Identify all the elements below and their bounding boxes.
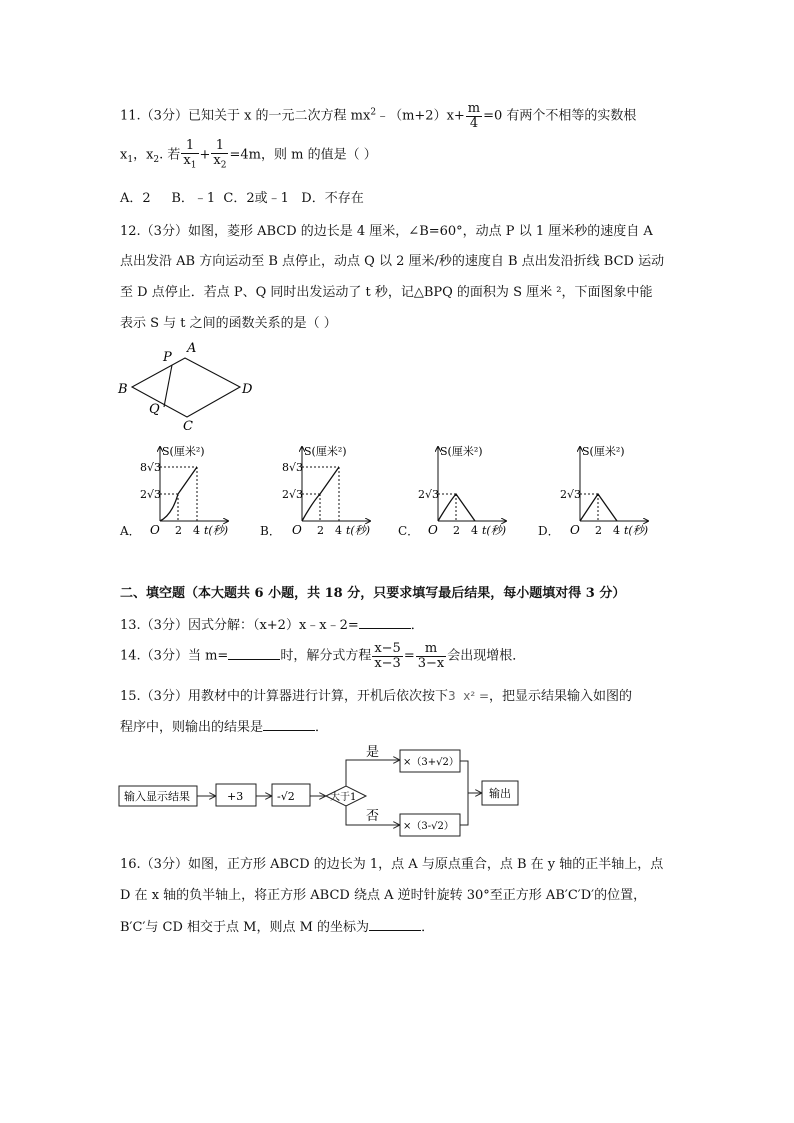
x-axis-label: t(秒) [624, 524, 649, 537]
frac-den-x: x [183, 152, 191, 168]
x-axis-label: t(秒) [482, 524, 507, 537]
q15-end: ． [315, 720, 329, 735]
y-low-label: 2√3 [140, 488, 162, 501]
q14-text-post: 会出现增根． [447, 648, 526, 664]
flow-decision-label: 大于1 [330, 792, 357, 803]
graph-a [140, 445, 260, 537]
y-axis-label: S(厘米²) [582, 445, 625, 458]
tick-4: 4 [613, 524, 620, 537]
q13-line [120, 614, 424, 633]
q16-line1: 16.（3分）如图，正方形 ABCD 的边长为 1，点 A 与原点重合，点 B 在 y 轴的正半轴上，点 [120, 857, 664, 872]
label-q: Q [149, 402, 160, 417]
q11-line1 [120, 102, 636, 130]
q14-text-mid: 时，解分式方程 [280, 648, 372, 664]
y-axis-label: S(厘米²) [440, 445, 483, 458]
graph-d-container [560, 445, 680, 541]
frac-den-sub: 2 [220, 160, 227, 171]
tick-2: 2 [175, 524, 182, 537]
q16-line3 [120, 916, 434, 935]
q15-text-line2: 程序中，则输出的结果是 [120, 720, 264, 735]
frac-denominator: 3−x [417, 655, 445, 671]
flow-arrow-yes [346, 760, 399, 786]
q11-sub2: 2 [153, 154, 160, 165]
option-a-label: A． [120, 524, 141, 538]
q15-text-pre: 15.（3分）用教材中的计算器进行计算，开机后依次按下 [120, 689, 448, 704]
flow-mul-no-label: ×（3-√2） [403, 821, 454, 832]
q11-sup: 2 [370, 107, 377, 118]
frac-denominator [181, 154, 198, 171]
q11-fraction-m-over-4 [466, 102, 482, 130]
origin-label: O [428, 523, 438, 537]
frac-numerator: m [416, 642, 447, 657]
q13-end: ． [410, 618, 424, 633]
option-c-label: C． [398, 524, 420, 538]
q11-options: A．2 B．﹣1 C．2或﹣1 D．不存在 [120, 191, 364, 206]
rhombus-figure [115, 338, 265, 430]
calculator-keys: 3 x² = [447, 689, 489, 703]
flow-yes-label: 是 [366, 745, 380, 760]
tick-4: 4 [471, 524, 478, 537]
graph-b [282, 445, 402, 537]
q16-end: ． [421, 920, 435, 935]
q16-text-line3: B′C′与 CD 相交于点 M，则点 M 的坐标为 [120, 920, 370, 935]
q15-answer-blank[interactable] [263, 718, 315, 731]
y-low-label: 2√3 [282, 488, 304, 501]
q15-line2 [120, 716, 328, 735]
label-c: C [183, 419, 193, 430]
q12-line2: 点出发沿 AB 方向运动至 B 点停止，动点 Q 以 2 厘米/秒的速度自 B 点出发沿折线 BCD 运动 [120, 254, 665, 269]
graph-a-container [140, 445, 260, 541]
q14-line [120, 642, 525, 670]
y-axis-label: S(厘米²) [162, 445, 205, 458]
origin-label: O [150, 523, 160, 537]
label-p: P [163, 350, 172, 365]
q11-line2 [120, 139, 377, 171]
y-low-label: 2√3 [418, 488, 440, 501]
q13-answer-blank[interactable] [359, 616, 411, 629]
q11-comma-x: ，x [133, 147, 154, 163]
option-b-label: B． [260, 524, 281, 538]
frac-numerator: x−5 [374, 641, 401, 656]
frac-denominator [211, 154, 228, 171]
frac-numerator: 1 [211, 139, 228, 154]
label-d: D [242, 382, 253, 397]
segment-pq [164, 365, 172, 407]
section2-title: 二、填空题（本大题共 6 小题，共 18 分，只要求填写最后结果，每小题填对得 3 分） [120, 586, 626, 601]
q12-line1: 12.（3分）如图，菱形 ABCD 的边长是 4 厘米，∠B=60°，动点 P 以 1 厘米秒的速度自 A [120, 224, 653, 239]
q11-text-d: =4m，则 m 的值是（ ） [229, 147, 377, 163]
q11-ruo: . 若 [159, 147, 181, 163]
q15-text-post: ，把显示结果输入如图的 [489, 689, 633, 704]
flow-add3-label: +3 [227, 790, 244, 803]
flow-mul-yes-label: ×（3+√2） [403, 757, 459, 768]
frac-numerator: m [467, 101, 481, 116]
q11-text-c: =0 有两个不相等的实数根 [483, 108, 637, 124]
y-high-label: 8√3 [140, 461, 162, 474]
q14-fraction-left [372, 642, 403, 670]
tick-2: 2 [453, 524, 460, 537]
frac-denominator: 4 [469, 115, 479, 131]
frac-den-x: x [213, 152, 221, 168]
flow-merge-line [460, 761, 468, 825]
q11-x: x [120, 147, 128, 163]
q13-text: 13.（3分）因式分解：（x+2）x﹣x﹣2= [120, 618, 359, 633]
frac-den-sub: 1 [190, 160, 197, 171]
flow-output-label: 输出 [489, 787, 511, 800]
frac-numerator: 1 [181, 139, 198, 154]
origin-label: O [292, 523, 302, 537]
q14-fraction-right [416, 642, 447, 670]
graph-b-container [282, 445, 402, 541]
x-axis-label: t(秒) [204, 524, 229, 537]
tick-2: 2 [317, 524, 324, 537]
q14-answer-blank[interactable] [228, 647, 280, 660]
tick-4: 4 [193, 524, 200, 537]
label-b: B [118, 382, 128, 397]
q14-text-pre: 14.（3分）当 m= [120, 648, 229, 664]
q11-fraction-1-over-x2 [211, 139, 228, 171]
q11-sub1: 1 [127, 154, 134, 165]
flow-sub-label: -√2 [277, 790, 295, 803]
q12-line4: 表示 S 与 t 之间的函数关系的是（ ） [120, 316, 337, 331]
q11-text-b: ﹣（m+2）x+ [376, 108, 465, 124]
q11-plus: + [199, 147, 211, 163]
tick-2: 2 [595, 524, 602, 537]
flowchart [118, 740, 528, 840]
graph-c [418, 445, 538, 537]
flow-input-label: 输入显示结果 [124, 790, 190, 803]
label-a: A [187, 341, 197, 356]
graph-d [560, 445, 680, 537]
q16-line2: D 在 x 轴的负半轴上，将正方形 ABCD 绕点 A 逆时针旋转 30°至正方形 AB′C′D′的位置， [120, 888, 647, 903]
flow-no-label: 否 [366, 809, 380, 824]
y-axis-label: S(厘米²) [304, 445, 347, 458]
option-d-label: D． [538, 524, 560, 538]
q11-fraction-1-over-x1 [181, 139, 198, 171]
q15-line1 [120, 685, 632, 704]
x-axis-label: t(秒) [346, 524, 371, 537]
origin-label: O [570, 523, 580, 537]
q16-answer-blank[interactable] [369, 918, 421, 931]
frac-denominator: x−3 [374, 655, 401, 671]
y-low-label: 2√3 [560, 488, 582, 501]
graph-c-container [418, 445, 538, 541]
q12-line3: 至 D 点停止．若点 P、Q 同时出发运动了 t 秒，记△BPQ 的面积为 S 厘米 ²，下面图象中能 [120, 285, 653, 300]
y-high-label: 8√3 [282, 461, 304, 474]
tick-4: 4 [335, 524, 342, 537]
q14-equals: = [403, 648, 415, 664]
q11-text-a: 11.（3分）已知关于 x 的一元二次方程 mx [120, 108, 371, 124]
